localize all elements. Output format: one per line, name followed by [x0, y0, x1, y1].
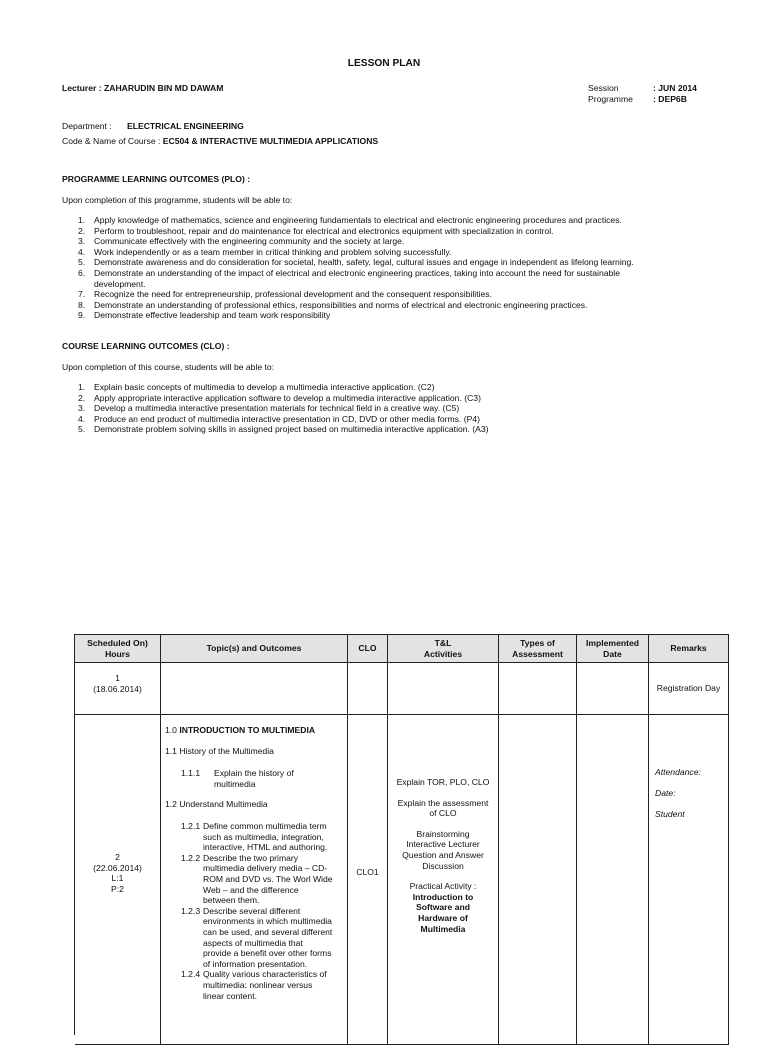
header-tl-activities	[388, 635, 499, 663]
outcome-text: multimedia delivery media – CD-	[203, 863, 328, 874]
outcome-number: 1.2.4	[181, 969, 201, 980]
header-remarks: Remarks	[649, 635, 729, 663]
tl-activity	[390, 829, 496, 871]
remark-student: Student	[655, 809, 685, 819]
header-tl-line1: T&L	[434, 637, 452, 648]
outcome-text: environments in which multimedia	[203, 916, 332, 927]
plo-item-text: Recognize the need for entrepreneurship, professional development and the consequent responsibilities.	[94, 289, 492, 300]
clo-item-text: Develop a multimedia interactive presentation materials for technical field in a creative way. (C5)	[94, 403, 460, 414]
plo-list	[78, 215, 698, 321]
header-assessment-line2: Assessment	[512, 648, 563, 659]
row2-date: (22.06.2014)	[93, 862, 142, 873]
tl-activities	[390, 777, 496, 944]
outcome-item	[181, 969, 346, 1001]
department-value: ELECTRICAL ENGINEERING	[127, 121, 244, 131]
topic-number: 1.0	[165, 725, 177, 735]
plo-item-number: 4.	[78, 246, 86, 257]
outcome-text: Describe several different	[203, 905, 301, 916]
header-topics: Topic(s) and Outcomes	[161, 635, 348, 663]
tl-activity	[390, 798, 496, 819]
clo-item-text: Apply appropriate interactive application software to develop a multimedia interactive application. (C3)	[94, 392, 481, 403]
outcome-text: Web – and the difference	[203, 884, 299, 895]
row1-assessment	[499, 663, 577, 715]
row1-topics	[161, 663, 348, 715]
remark-date: Date:	[655, 788, 676, 798]
plo-item-text: Demonstrate awareness and do consideration for societal, health, safety, legal, cultural issues and engage in independent as lifelong learning.	[94, 257, 634, 268]
plo-item	[78, 310, 698, 321]
header-implemented-line2: Date	[603, 648, 622, 659]
outcome-item	[181, 821, 346, 853]
clo-item-text: Demonstrate problem solving skills in assigned project based on multimedia interactive application. (A3)	[94, 424, 489, 435]
plo-item-text: Perform to troubleshoot, repair and do maintenance for electrical and electronics equipment with specialization in control.	[94, 225, 554, 236]
tl-activity-line: Question and Answer	[402, 849, 484, 860]
tl-activity-line: Explain TOR, PLO, CLO	[396, 777, 490, 787]
row2-assessment	[499, 715, 577, 1045]
remark-attendance: Attendance:	[655, 767, 701, 777]
clo-heading: COURSE LEARNING OUTCOMES (CLO) :	[62, 341, 230, 351]
tl-activity-line: Introduction to	[412, 891, 474, 902]
clo-item	[78, 414, 698, 425]
row1-hour: 1	[115, 673, 120, 683]
clo-item	[78, 393, 698, 404]
row1-remarks	[649, 663, 729, 715]
row1-scheduled	[75, 663, 161, 715]
outcome-text: linear content.	[203, 990, 257, 1001]
tl-activity	[390, 777, 496, 788]
clo-item-text: Explain basic concepts of multimedia to develop a multimedia interactive application. (C2)	[94, 382, 435, 392]
row2-topics	[161, 715, 348, 1045]
header-implemented	[577, 635, 649, 663]
clo-item	[78, 382, 698, 393]
clo-list	[78, 382, 698, 435]
course-label: Code & Name of Course :	[62, 136, 163, 146]
row2-clo	[348, 715, 388, 1045]
row1-tl	[388, 663, 499, 715]
clo-code: CLO1	[356, 867, 379, 877]
plo-item-number: 9.	[78, 310, 86, 321]
outcomes-list	[181, 821, 346, 1001]
tl-activity	[390, 881, 496, 892]
tl-activity-line: Brainstorming	[416, 828, 470, 839]
outcome-text: such as multimedia, integration,	[203, 831, 324, 842]
row2-scheduled	[75, 715, 161, 1045]
session-label: Session	[588, 83, 619, 93]
header-implemented-line1: Implemented	[585, 637, 639, 648]
row2-implemented	[577, 715, 649, 1045]
plo-heading: PROGRAMME LEARNING OUTCOMES (PLO) :	[62, 174, 251, 184]
plo-item-text: Demonstrate an understanding of the impact of electrical and electronic engineering practices, taking into account the need for sustainable	[94, 267, 620, 278]
plo-item	[78, 300, 698, 311]
outcome-1-1-1-line: Explain the history of	[214, 768, 294, 778]
plo-item-number: 3.	[78, 236, 86, 247]
outcome-number: 1.2.1	[181, 821, 201, 831]
tl-activity-line: Discussion	[422, 860, 464, 871]
tl-activity-line: Software and	[416, 902, 470, 913]
clo-item	[78, 424, 698, 435]
tl-activity-line: Hardware of	[418, 912, 468, 923]
header-scheduled	[75, 635, 161, 663]
clo-item-number: 5.	[78, 424, 86, 435]
outcome-text: aspects of multimedia that	[203, 937, 303, 948]
row2-remarks	[649, 715, 729, 1045]
row1-implemented	[577, 663, 649, 715]
outcome-1-1-1-line: multimedia	[214, 778, 256, 789]
header-clo: CLO	[348, 635, 388, 663]
plo-item	[78, 268, 698, 289]
registration-day: Registration Day	[656, 683, 721, 693]
plo-item	[78, 226, 698, 237]
header-assessment-line1: Types of	[520, 637, 555, 648]
clo-item-number: 3.	[78, 403, 86, 414]
plo-item-text: Communicate effectively with the engineering community and the society at large.	[94, 236, 405, 247]
department-label: Department :	[62, 121, 112, 131]
plo-item-text: development.	[94, 278, 146, 289]
outcome-text: multimedia: nonlinear versus	[203, 979, 313, 990]
outcome-number: 1.2.2	[181, 852, 201, 863]
topic-title: INTRODUCTION TO MULTIMEDIA	[179, 725, 316, 735]
tl-activity-line: Practical Activity :	[409, 881, 477, 892]
clo-item	[78, 403, 698, 414]
outcome-text: between them.	[203, 895, 260, 906]
outcome-text: Define common multimedia term	[203, 821, 327, 831]
outcome-text: Quality various characteristics of	[203, 969, 327, 980]
outcome-text: can be used, and several different	[203, 926, 333, 937]
clo-item-text: Produce an end product of multimedia interactive presentation in CD, DVD or other media forms. (P4)	[94, 413, 480, 424]
plo-item-number: 1.	[78, 215, 86, 225]
clo-item-number: 4.	[78, 413, 86, 424]
tl-activity-line: Explain the assessment	[397, 797, 489, 808]
programme-label: Programme	[588, 94, 633, 104]
tl-activity	[390, 892, 496, 934]
course-value: EC504 & INTERACTIVE MULTIMEDIA APPLICATIONS	[162, 136, 379, 146]
header-tl-line2: Activities	[423, 648, 463, 659]
row2-practical: P:2	[111, 883, 124, 894]
row2-hour: 2	[115, 852, 120, 862]
schedule-table	[74, 634, 729, 1035]
plo-item-number: 6.	[78, 267, 86, 278]
outcome-item	[181, 906, 346, 970]
outcome-number: 1.2.3	[181, 905, 201, 916]
plo-item-number: 5.	[78, 257, 86, 268]
programme-value: : DEP6B	[653, 94, 687, 104]
tl-activity-line: of CLO	[429, 808, 457, 819]
plo-intro: Upon completion of this programme, students will be able to:	[62, 195, 293, 205]
outcome-text: Describe the two primary	[203, 852, 299, 863]
row1-clo	[348, 663, 388, 715]
clo-item-number: 2.	[78, 392, 86, 403]
plo-item-text: Demonstrate effective leadership and team work responsibility	[94, 310, 331, 321]
plo-item	[78, 236, 698, 247]
plo-item-text: Work independently or as a team member in critical thinking and problem solving successfully.	[94, 246, 452, 257]
outcome-text: provide a benefit over other forms	[203, 948, 332, 959]
plo-item-text: Demonstrate an understanding of professional ethics, responsibilities and norms of electrical and electronic engineering practices.	[94, 299, 588, 310]
plo-item	[78, 289, 698, 300]
outcome-text: ROM and DVD vs. The Worl Wide	[203, 873, 333, 884]
lecturer-name: Lecturer : ZAHARUDIN BIN MD DAWAM	[62, 83, 224, 93]
outcome-text: interactive, HTML and authoring.	[203, 842, 328, 853]
outcome-1-1-1-number: 1.1.1	[181, 768, 201, 778]
plo-item-text: Apply knowledge of mathematics, science and engineering fundamentals to electrical and electronic engineering procedures and practices.	[94, 215, 622, 225]
row2-lecture: L:1	[111, 873, 124, 884]
topic-heading	[165, 725, 315, 736]
subtopic-1-2: 1.2 Understand Multimedia	[165, 799, 268, 809]
document-title: LESSON PLAN	[347, 58, 421, 69]
plo-item-number: 8.	[78, 299, 86, 310]
header-scheduled-line1: Scheduled On)	[87, 637, 148, 648]
outcome-text: of information presentation.	[203, 958, 308, 969]
plo-item	[78, 247, 698, 258]
row1-date: (18.06.2014)	[93, 683, 142, 694]
plo-item	[78, 215, 698, 226]
plo-item-number: 2.	[78, 225, 86, 236]
row2-tl	[388, 715, 499, 1045]
session-value: : JUN 2014	[653, 83, 697, 93]
header-scheduled-line2: Hours	[105, 648, 130, 659]
plo-item-number: 7.	[78, 289, 86, 300]
clo-intro: Upon completion of this course, students will be able to:	[62, 362, 275, 372]
tl-activity-line: Multimedia	[420, 923, 466, 934]
subtopic-1-1: 1.1 History of the Multimedia	[165, 746, 274, 756]
plo-item	[78, 257, 698, 268]
outcome-item	[181, 853, 346, 906]
clo-item-number: 1.	[78, 382, 86, 392]
header-assessment	[499, 635, 577, 663]
course-line	[62, 136, 378, 147]
tl-activity-line: Interactive Lecturer	[406, 839, 480, 850]
outcome-1-1-1	[214, 768, 294, 789]
